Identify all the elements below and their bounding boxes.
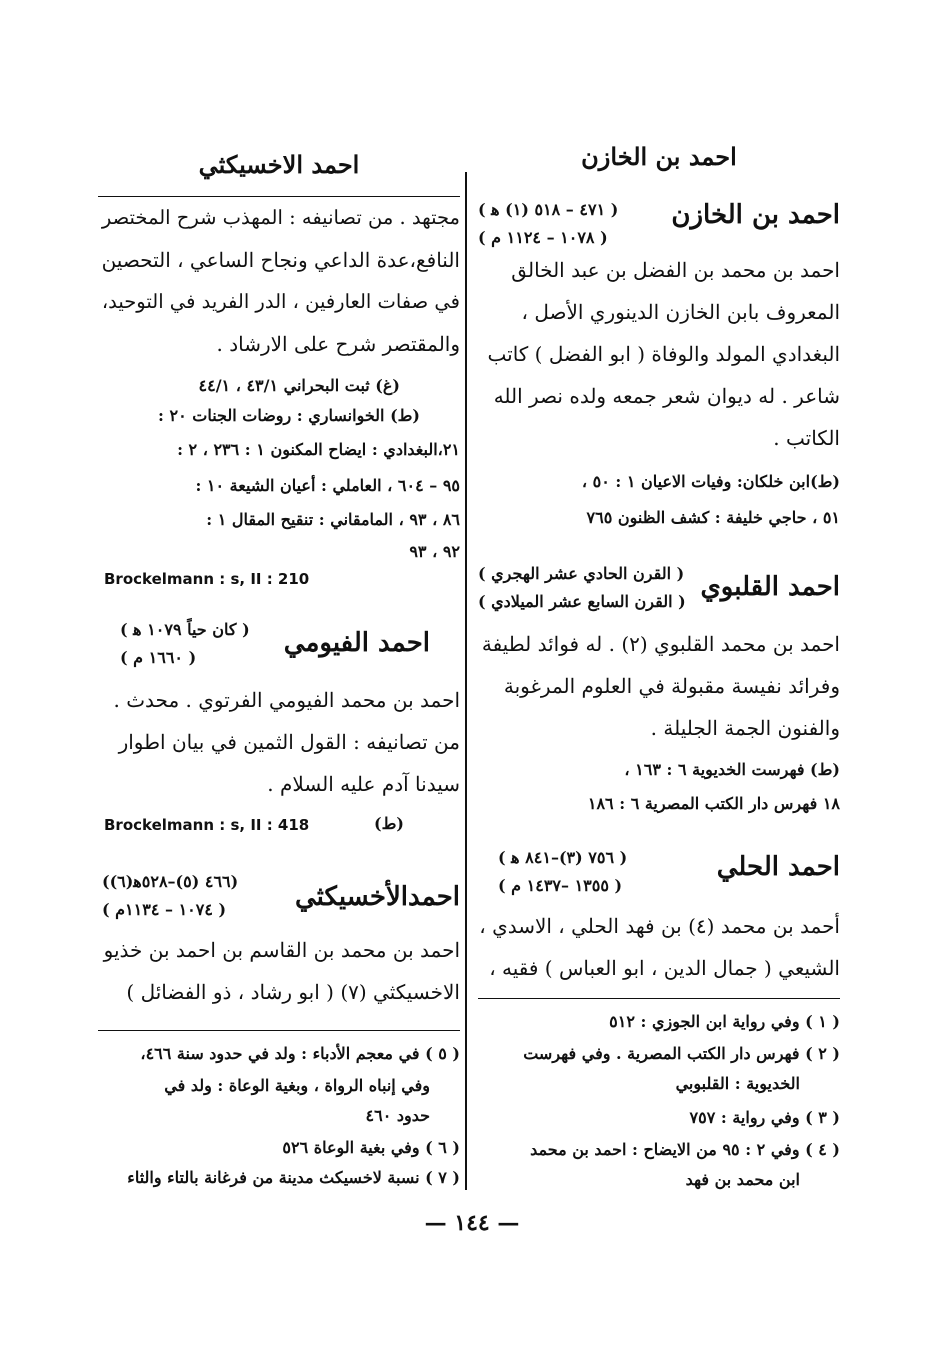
reference-line: ٥١ ، حاجي خليفة : كشف الظنون ٧٦٥ [586, 508, 840, 527]
entry-dates-hijri: (٤٦٦ (٥)–٥٢٨ﻫ(٦)) [102, 872, 239, 891]
entry-text-line: في صفات العارفين ، الدر الفريد في التوحيد، [101, 290, 460, 313]
footnote-line: ( ٧ ) نسبة لاخسيكث مدينة من فرغانة بالتاء والثاء [127, 1168, 460, 1187]
footnote-line: ( ٦ ) وفي بغية الوعاة ٥٢٦ [282, 1138, 460, 1157]
entry-dates-gregorian: ( ١٠٧٤ – ١١٣٤م ) [102, 900, 227, 919]
entry-dates-hijri: ( كان حياً ١٠٧٩ ﻫ ) [120, 620, 250, 639]
reference-line: ٨٦ ، ٩٣ ، المامقاني : تنقيح المقال ١ : [206, 510, 460, 529]
entry-title: احمد الفيومي [283, 628, 430, 658]
entry-dates-hijri: ( ٧٥٦ (٣)–٨٤١ ﻫ ) [498, 848, 628, 867]
right-column [478, 0, 840, 1200]
reference-line: ٩٥ – ٦٠٤ ، العاملي : أعيان الشيعة ١٠ : [195, 476, 460, 495]
latin-reference: Brockelmann : s, II : 418 [104, 816, 310, 834]
entry-text-line: البغدادي المولد والوفاة ( ابو الفضل ) كاتب [487, 342, 840, 366]
reference-line: (غ) ثبت البحراني ٤٣/١ ، ٤٤/١ [198, 376, 400, 395]
entry-title: احمدالأخسيكثي [294, 882, 460, 912]
entry-text-line: مجتهد . من تصانيفه : المهذب شرح المختصر [101, 206, 460, 229]
entry-text-line: الشيعي ( جمال الدين ، ابو العباس ) فقيه ، [489, 956, 840, 980]
running-header-right: احمد بن الخازن [581, 142, 737, 171]
entry-dates-gregorian: ( القرن السابع عشر الميلادي ) [478, 592, 686, 611]
page-number: — ١٤٤ — [424, 1210, 520, 1236]
footnote-line: ( ٥ ) في معجم الأدباء : ولد في حدود سنة ٤٦٦، [140, 1044, 460, 1063]
entry-text-line: شاعر . له ديوان شعر جمعه ولده نصر الله [493, 384, 840, 408]
entry-title: احمد القلبوي [700, 572, 840, 602]
footnote-rule [98, 1030, 460, 1031]
reference-line: ٩٢ ، ٩٣ [409, 542, 460, 561]
footnote-line: ( ١ ) وفي رواية ابن الجوزي : ٥١٢ [609, 1012, 840, 1031]
entry-text-line: المعروف بابن الخازن الدينوري الأصل ، [521, 300, 840, 324]
entry-text-line: الكاتب . [773, 426, 840, 450]
footnote-line: ابن محمد بن فهد [685, 1170, 800, 1189]
entry-text-line: أحمد بن محمد (٤) بن فهد الحلي ، الاسدي ، [479, 914, 840, 938]
entry-text-line: وفرائد نفيسة مقبولة في العلوم المرغوبة [503, 674, 840, 698]
footnote-rule [478, 998, 840, 999]
entry-title: احمد بن الخازن [671, 200, 840, 230]
footnote-line: ( ٣ ) وفي رواية : ٧٥٧ [689, 1108, 840, 1127]
entry-text-line: احمد بن محمد بن الفضل بن عبد الخالق [511, 258, 840, 282]
running-header-left: احمد الاخسيكثي [198, 150, 360, 179]
entry-text-line: والفنون الجمة الجليلة . [650, 716, 840, 740]
entry-text-line: والمقتصر شرح على الارشاد . [216, 332, 460, 356]
entry-text-line: من تصانيفه : القول الثمين في بيان اطوار [118, 730, 460, 754]
entry-title: احمد الحلي [716, 852, 840, 882]
reference-tag: (ط) [374, 814, 404, 833]
footnote-line: الخديوية : القلبوبي [675, 1074, 800, 1093]
entry-text-line: النافع،عدة الداعي ونجاح الساعي ، التحصين [101, 248, 460, 272]
footnote-line: حدود ٤٦٠ [365, 1106, 430, 1125]
entry-dates-hijri: ( القرن الحادي عشر الهجري ) [478, 564, 685, 583]
reference-line: (ط)ابن خلكان: وفيات الاعيان ١ : ٥٠ ، [581, 472, 840, 491]
reference-line: ١٨ فهرس دار الكتب المصرية ٦ : ١٨٦ [587, 794, 840, 813]
entry-dates-gregorian: ( ١٦٦٠ م ) [120, 648, 197, 667]
entry-dates-gregorian: ( ١٣٥٥ –١٤٣٧ م ) [498, 876, 623, 895]
footnote-line: وفي إنباه الرواة ، وبغية الوعاة : ولد في [164, 1076, 430, 1095]
reference-line: ٢١،البغدادي : ايضاح المكنون ١ : ٢٣٦ ، ٢ : [177, 440, 460, 459]
left-column [98, 0, 460, 1200]
entry-text-line: الاخسيكثي (٧) ( ابو رشاد ، ذو الفضائل ) [126, 980, 460, 1004]
reference-line: (ط) فهرست الخديوية ٦ : ١٦٣ ، [624, 760, 840, 779]
reference-line: (ط) الخوانساري : روضات الجنات ٢٠ : [158, 406, 420, 425]
entry-text-line: احمد بن محمد القلبوي (٢) . له فوائد لطيفة [481, 632, 840, 656]
entry-dates-hijri: ( ٤٧١ – ٥١٨ (١) ﻫ ) [478, 200, 619, 219]
footnote-line: ( ٤ ) وفي ٢ : ٩٥ من الايضاح : احمد بن محمد [530, 1140, 840, 1159]
entry-text-line: احمد بن محمد بن القاسم بن احمد بن خذيو [103, 938, 460, 962]
entry-text-line: احمد بن محمد الفيومي الفرتوي . محدث . [113, 688, 460, 712]
entry-dates-gregorian: ( ١٠٧٨ – ١١٢٤ م ) [478, 228, 608, 247]
footnote-line: ( ٢ ) فهرس دار الكتب المصرية . وفي فهرست [523, 1044, 840, 1063]
latin-reference: Brockelmann : s, II : 210 [104, 570, 310, 588]
entry-text-line: سيدنا آدم عليه السلام . [267, 772, 460, 796]
column-divider [465, 172, 467, 1190]
